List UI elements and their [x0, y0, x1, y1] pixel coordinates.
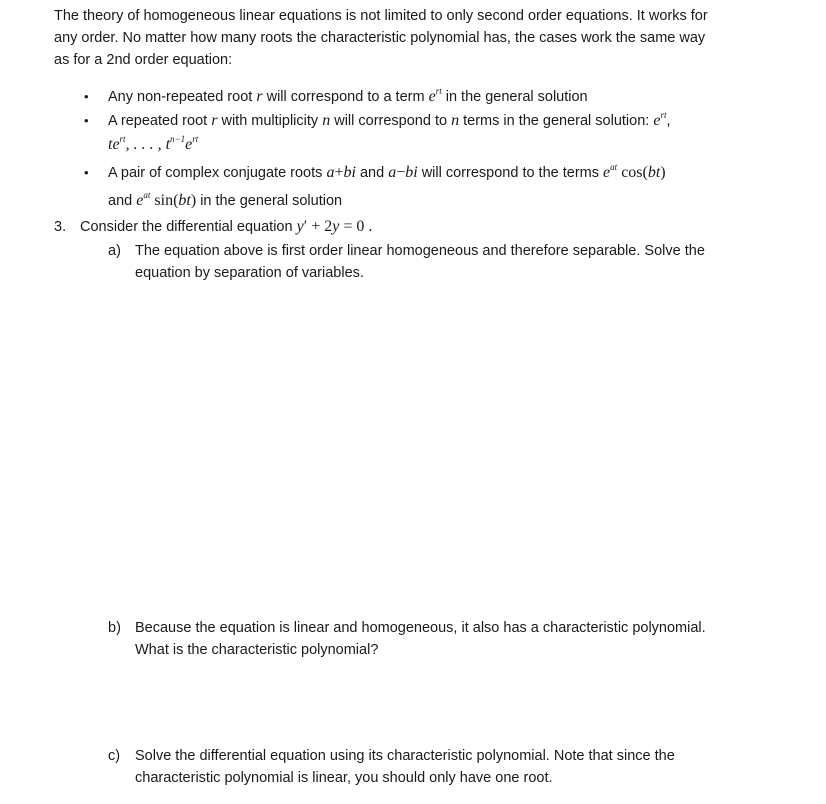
- math-cos: cos(: [621, 164, 648, 181]
- math-paren: ): [190, 192, 197, 209]
- comma: ,: [666, 113, 671, 129]
- math-e: e: [136, 192, 144, 209]
- math-exponent: rt: [660, 110, 667, 120]
- bullet-2-text-b: with multiplicity: [221, 113, 319, 129]
- bullet-2: [108, 111, 670, 131]
- math-paren: ): [660, 164, 666, 181]
- bullet-3-continuation: [108, 191, 342, 211]
- bullet-3-text-a: A pair of complex conjugate roots: [108, 165, 323, 181]
- part-b-line-2: What is the characteristic polynomial?: [135, 642, 379, 658]
- bullet-marker: •: [84, 89, 89, 104]
- bullet-2-text-a: A repeated root: [108, 113, 208, 129]
- math-equals-zero: = 0 .: [339, 218, 373, 235]
- math-a: a: [388, 164, 397, 181]
- question-3-number: 3.: [54, 219, 67, 235]
- part-b-line-1: Because the equation is linear and homogeneous, it also has a characteristic polynomial.: [135, 620, 706, 636]
- math-r: r: [211, 112, 218, 129]
- bullet-2-text-d: terms in the general solution:: [463, 113, 650, 129]
- math-plus-two: + 2: [307, 218, 333, 235]
- math-exponent: rt: [435, 86, 442, 96]
- part-a-label: a): [108, 243, 121, 259]
- bullet-1-text-b: will correspond to a term: [266, 89, 425, 105]
- math-sin: sin(: [154, 192, 179, 209]
- math-t: t: [165, 136, 171, 153]
- bullet-marker: •: [84, 165, 89, 180]
- intro-line-3: as for a 2nd order equation:: [54, 52, 233, 68]
- math-bt: bt: [178, 192, 191, 209]
- question-3-text: Consider the differential equation: [80, 219, 293, 235]
- math-ellipsis: , . . . ,: [125, 136, 162, 153]
- bullet-1-text-a: Any non-repeated root: [108, 89, 253, 105]
- part-b-label: b): [108, 620, 121, 636]
- math-e: e: [428, 88, 436, 105]
- math-n: n: [451, 112, 460, 129]
- part-a-line-1: The equation above is first order linear homogeneous and therefore separable. Solve the: [135, 243, 705, 259]
- bullet-3-text-b: will correspond to the terms: [421, 165, 599, 181]
- math-e: e: [185, 136, 193, 153]
- math-y: y: [296, 218, 304, 235]
- math-bi: bi: [343, 164, 356, 181]
- intro-line-2: any order. No matter how many roots the characteristic polynomial has, the cases work the same way: [54, 30, 706, 46]
- math-bi: bi: [405, 164, 418, 181]
- math-n: n: [322, 112, 331, 129]
- bullet-marker: •: [84, 113, 89, 128]
- math-a: a: [326, 164, 335, 181]
- part-c-label: c): [108, 748, 121, 764]
- math-exponent: at: [610, 162, 618, 172]
- bullet-2-continuation: [108, 135, 198, 155]
- math-te: te: [108, 136, 120, 153]
- intro-line-1: The theory of homogeneous linear equations is not limited to only second order equations. It works for: [54, 8, 708, 24]
- bullet-1: [108, 87, 588, 107]
- bullet-2-text-c: will correspond to: [334, 113, 448, 129]
- math-exponent: n−1: [170, 134, 186, 144]
- bullet-3-text-c: in the general solution: [200, 193, 343, 209]
- math-bt: bt: [647, 164, 661, 181]
- bullet-3-and: and: [359, 165, 385, 181]
- question-3: [80, 217, 372, 237]
- bullet-3-and-2: and: [108, 193, 133, 209]
- math-plus: +: [334, 164, 344, 181]
- math-e: e: [653, 112, 661, 129]
- part-a-line-2: equation by separation of variables.: [135, 265, 364, 281]
- bullet-1-text-c: in the general solution: [445, 89, 588, 105]
- math-r: r: [256, 88, 263, 105]
- math-y: y: [332, 218, 340, 235]
- part-c-line-1: Solve the differential equation using its characteristic polynomial. Note that since the: [135, 748, 675, 764]
- part-c-line-2: characteristic polynomial is linear, you should only have one root.: [135, 770, 553, 786]
- math-exponent: rt: [192, 134, 199, 144]
- math-minus: −: [396, 164, 406, 181]
- math-e: e: [603, 164, 611, 181]
- math-exponent: at: [143, 190, 151, 200]
- bullet-3: [108, 163, 666, 183]
- math-exponent: rt: [119, 134, 126, 144]
- math-prime: ′: [303, 218, 308, 235]
